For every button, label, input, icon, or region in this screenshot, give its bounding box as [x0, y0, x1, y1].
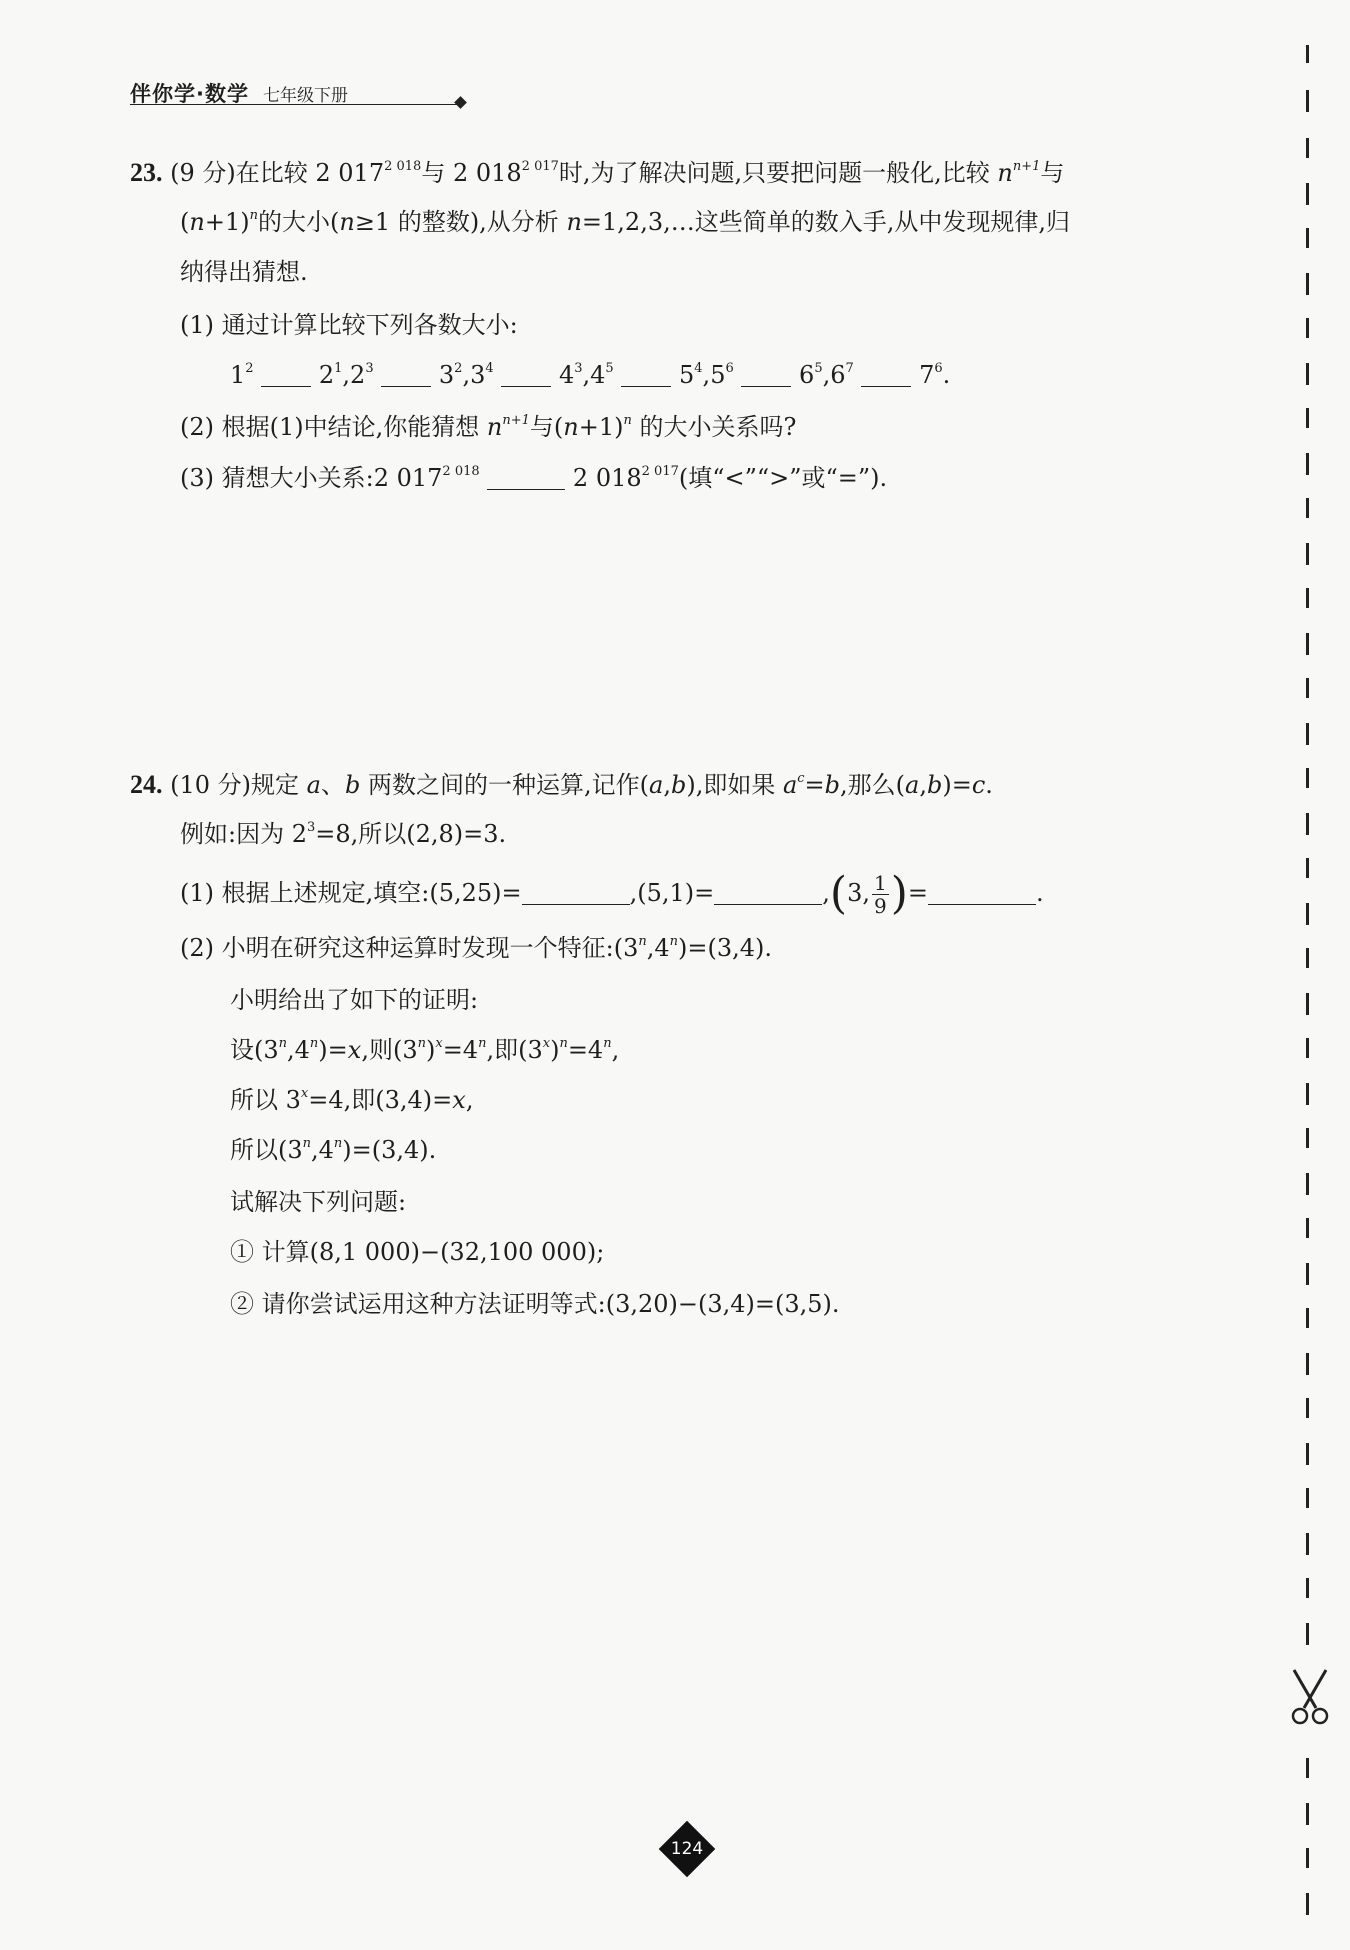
book-brand: 伴你学·数学: [130, 82, 249, 106]
q24-part1: (1) 根据上述规定,填空:(5,25)= ,(5,1)= ,(3, $\frac{1}{9}$ )= .: [180, 868, 1044, 919]
scissors-icon: [1286, 1668, 1334, 1728]
q24-task1: ① 计算(8,1 000)−(32,100 000);: [230, 1238, 605, 1266]
q23-part1-label: (1) 通过计算比较下列各数大小:: [180, 311, 518, 339]
q24-proof-line2: 所以 $3^x=4$,即(3,4)=x,: [230, 1086, 474, 1114]
book-grade: 七年级下册: [262, 86, 348, 106]
answer-blank[interactable]: [741, 386, 791, 387]
answer-blank[interactable]: [381, 386, 431, 387]
q24-proof-line3: 所以$(3^n,4^n)=(3,4)$.: [230, 1136, 437, 1164]
q23-part2: (2) 根据(1)中结论,你能猜想 $n^{n+1}$与$(n+1)^n$ 的大小关系吗?: [180, 413, 797, 441]
answer-blank[interactable]: [714, 904, 822, 905]
answer-blank[interactable]: [928, 904, 1036, 905]
answer-blank[interactable]: [861, 386, 911, 387]
answer-blank[interactable]: [487, 489, 565, 490]
answer-blank[interactable]: [621, 386, 671, 387]
page-number: 124: [670, 1839, 704, 1859]
q23-number: 23.: [130, 158, 163, 187]
q23-part1-comparisons: $1^2$ $2^1,2^3$ $3^2,3^4$ $4^3,4^5$ $5^4,5^6$ $6^5,6^7$ $7^6$.: [230, 361, 951, 389]
q23-part3: (3) 猜想大小关系:2 $017^{2 018}$ 2 $018^{2 017}$(填“<”“>”或“=”).: [180, 464, 888, 492]
q23-line3: 纳得出猜想.: [180, 258, 308, 286]
q23-line2: $(n+1)^n$的大小(n≥1 的整数),从分析 n=1,2,3,…这些简单的数入手,从中发现规律,归: [180, 208, 1070, 236]
q24-task2: ② 请你尝试运用这种方法证明等式:(3,20)−(3,4)=(3,5).: [230, 1290, 840, 1318]
q24-part2: (2) 小明在研究这种运算时发现一个特征$:(3^n,4^n)=(3,4)$.: [180, 934, 772, 962]
answer-blank[interactable]: [501, 386, 551, 387]
q23-line1: 23. (9 分)在比较 2 $017^{2 018}$与 2 $018^{2 017}$时,为了解决问题,只要把问题一般化,比较 $n^{n+1}$与: [130, 158, 1065, 187]
answer-blank[interactable]: [261, 386, 311, 387]
fraction-one-ninth: $\frac{1}{9}$: [873, 871, 887, 918]
q24-line1: 24. (10 分)规定 a、b 两数之间的一种运算,记作(a,b),即如果 $a^c=b$,那么(a,b)=c.: [130, 770, 993, 799]
q24-number: 24.: [130, 770, 163, 799]
q24-example: 例如:因为 $2^3=8$,所以(2,8)=3.: [180, 820, 507, 848]
q24-proof-intro: 小明给出了如下的证明:: [230, 986, 479, 1014]
q24-task-intro: 试解决下列问题:: [230, 1188, 407, 1216]
header-diamond-icon: [454, 96, 467, 109]
q24-proof-line1: 设$(3^n,4^n)=x$,则$(3^n)^x=4^n$,即$(3^x)^n=4^n$,: [230, 1036, 620, 1064]
answer-blank[interactable]: [522, 904, 630, 905]
header-rule: [130, 104, 460, 105]
